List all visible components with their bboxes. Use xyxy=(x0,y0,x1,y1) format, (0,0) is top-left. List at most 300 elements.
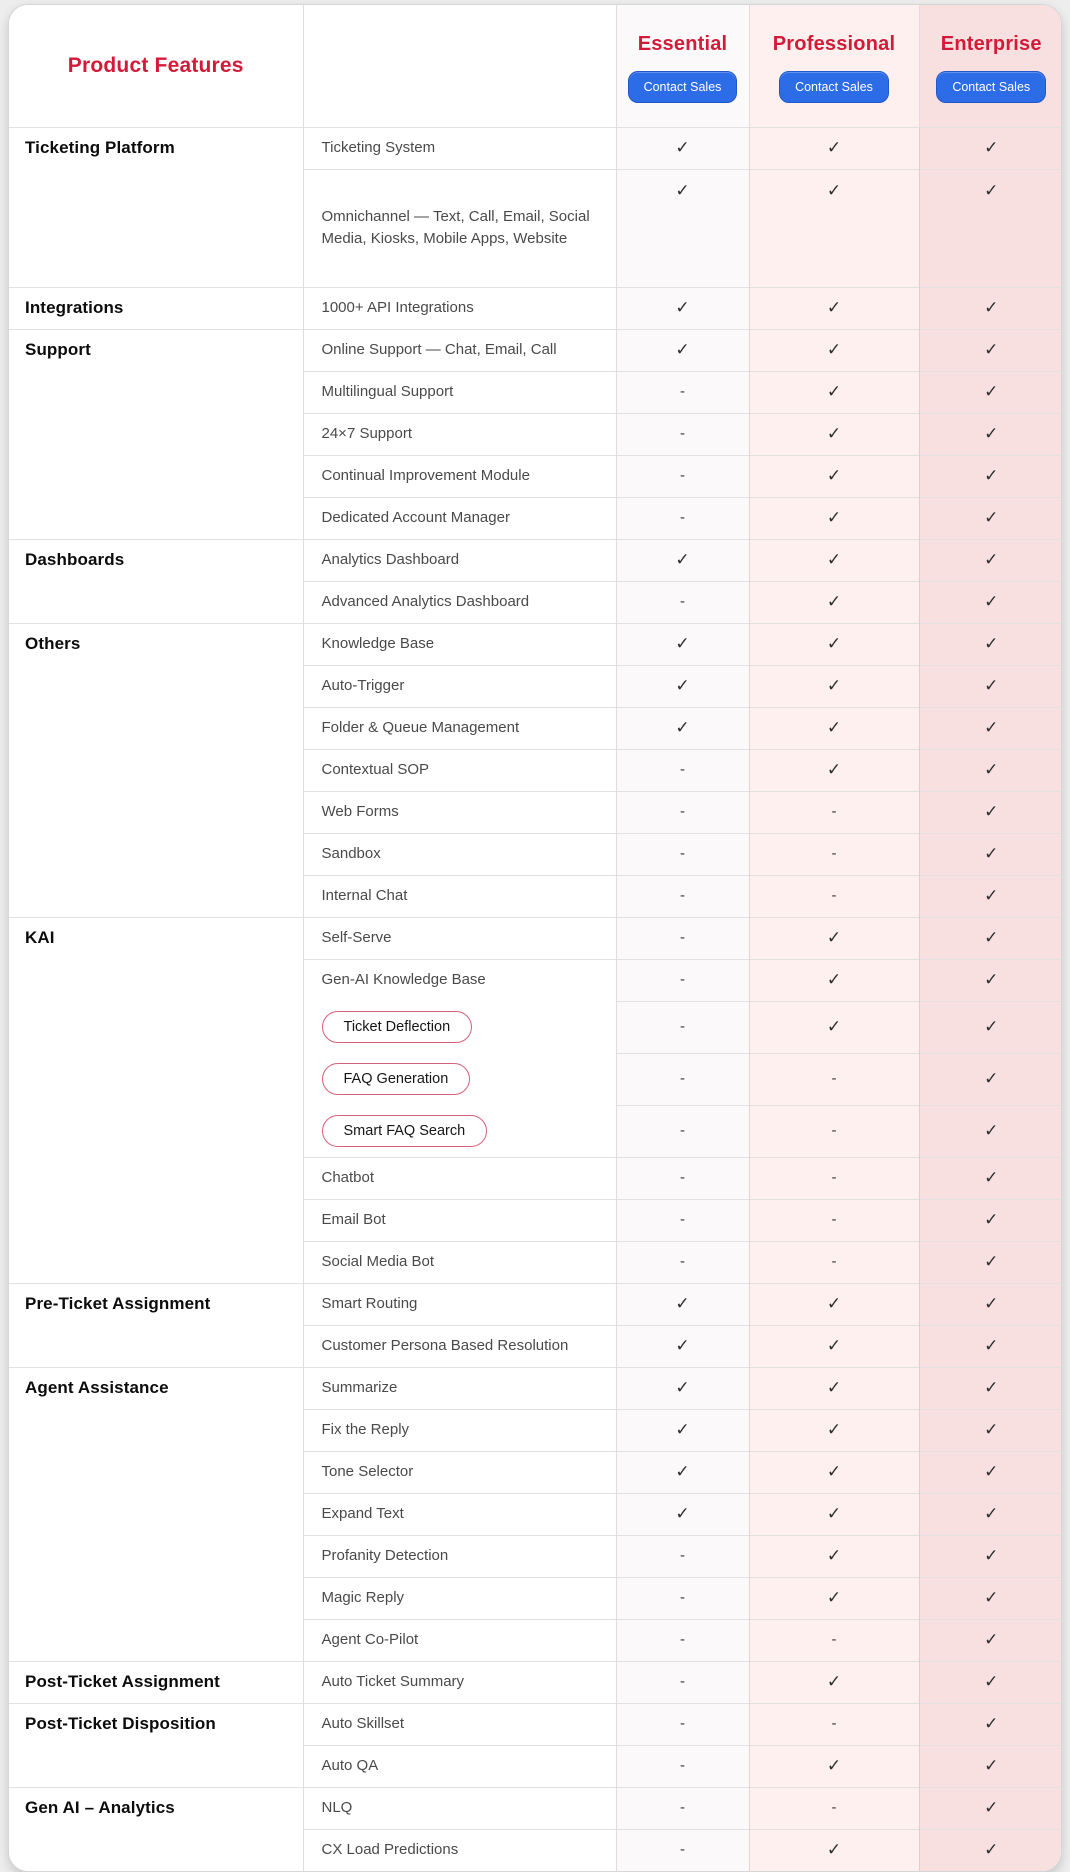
dash-icon: - xyxy=(680,1070,685,1087)
check-icon: ✓ xyxy=(984,633,999,653)
feature-label: 1000+ API Integrations xyxy=(321,299,474,317)
availability-cell xyxy=(919,371,1062,413)
availability-cell xyxy=(919,455,1062,497)
check-icon: ✓ xyxy=(826,381,842,401)
feature-label: Smart Routing xyxy=(321,1295,418,1313)
dash-icon: - xyxy=(680,971,685,988)
feature-label: Contextual SOP xyxy=(321,761,430,779)
feature-column-header-cell xyxy=(303,5,616,127)
dash-icon: - xyxy=(831,1169,837,1186)
table-row xyxy=(9,1283,1062,1325)
dash-icon: - xyxy=(831,1631,837,1648)
feature-label: Folder & Queue Management xyxy=(321,719,520,737)
section-label: Pre-Ticket Assignment xyxy=(25,1293,211,1313)
check-icon: ✓ xyxy=(826,1839,842,1859)
feature-cell xyxy=(303,169,616,287)
check-icon: ✓ xyxy=(984,801,999,821)
availability-cell xyxy=(749,917,919,959)
check-icon: ✓ xyxy=(826,1293,842,1313)
check-icon: ✓ xyxy=(984,1251,999,1271)
check-icon: ✓ xyxy=(826,339,842,359)
dash-icon: - xyxy=(680,1018,685,1035)
dash-icon: - xyxy=(831,845,837,862)
check-icon: ✓ xyxy=(984,1377,999,1397)
availability-cell xyxy=(919,1787,1062,1829)
feature-cell xyxy=(303,455,616,497)
availability-cell xyxy=(616,749,749,791)
availability-cell xyxy=(616,1829,749,1871)
dash-icon: - xyxy=(680,1715,685,1732)
availability-cell xyxy=(616,539,749,581)
check-icon: ✓ xyxy=(826,927,842,947)
feature-label: Online Support — Chat, Email, Call xyxy=(321,341,557,359)
availability-cell xyxy=(749,1451,919,1493)
feature-label: Multilingual Support xyxy=(321,383,454,401)
check-icon: ✓ xyxy=(826,591,842,611)
check-icon: ✓ xyxy=(984,1120,999,1140)
availability-cell xyxy=(616,1493,749,1535)
availability-cell xyxy=(749,1001,919,1053)
check-icon: ✓ xyxy=(675,675,690,695)
check-icon: ✓ xyxy=(984,1839,999,1859)
availability-cell xyxy=(919,1409,1062,1451)
availability-cell xyxy=(616,169,749,287)
dash-icon: - xyxy=(680,1547,685,1564)
availability-cell xyxy=(919,1157,1062,1199)
check-icon: ✓ xyxy=(675,549,690,569)
check-icon: ✓ xyxy=(984,1629,999,1649)
check-icon: ✓ xyxy=(984,675,999,695)
feature-cell xyxy=(303,581,616,623)
availability-cell xyxy=(919,1325,1062,1367)
feature-cell xyxy=(303,665,616,707)
check-icon: ✓ xyxy=(984,1797,999,1817)
availability-cell xyxy=(919,1367,1062,1409)
check-icon: ✓ xyxy=(984,1293,999,1313)
availability-cell xyxy=(919,875,1062,917)
check-icon: ✓ xyxy=(826,1377,842,1397)
availability-cell xyxy=(749,1157,919,1199)
dash-icon: - xyxy=(831,887,837,904)
feature-label: NLQ xyxy=(321,1799,353,1817)
availability-cell xyxy=(919,413,1062,455)
feature-cell xyxy=(303,497,616,539)
check-icon: ✓ xyxy=(826,549,842,569)
availability-cell xyxy=(749,497,919,539)
feature-pill: FAQ Generation xyxy=(322,1063,471,1095)
dash-icon: - xyxy=(680,845,685,862)
check-icon: ✓ xyxy=(984,1209,999,1229)
availability-cell xyxy=(749,169,919,287)
availability-cell xyxy=(919,1535,1062,1577)
feature-cell xyxy=(303,1535,616,1577)
section-category-cell xyxy=(9,1283,303,1367)
availability-cell xyxy=(616,1451,749,1493)
check-icon: ✓ xyxy=(984,1167,999,1187)
availability-cell xyxy=(616,1001,749,1053)
check-icon: ✓ xyxy=(984,1335,999,1355)
plan-name-professional: Professional xyxy=(772,32,896,55)
plan-header-enterprise xyxy=(919,5,1062,127)
availability-cell xyxy=(749,581,919,623)
section-category-cell xyxy=(9,287,303,329)
availability-cell xyxy=(616,1409,749,1451)
availability-cell xyxy=(616,287,749,329)
availability-cell xyxy=(919,127,1062,169)
availability-cell xyxy=(616,1105,749,1157)
availability-cell xyxy=(919,959,1062,1001)
availability-cell xyxy=(616,1703,749,1745)
section-category-cell xyxy=(9,127,303,287)
check-icon: ✓ xyxy=(675,633,690,653)
feature-label: Email Bot xyxy=(321,1211,386,1229)
check-icon: ✓ xyxy=(984,1545,999,1565)
availability-cell xyxy=(749,455,919,497)
feature-cell xyxy=(303,749,616,791)
table-row xyxy=(9,287,1062,329)
table-row xyxy=(9,1367,1062,1409)
contact-sales-button-enterprise[interactable]: Contact Sales xyxy=(936,71,1046,103)
section-label: Support xyxy=(25,339,91,359)
check-icon: ✓ xyxy=(826,1016,842,1036)
table-row xyxy=(9,127,1062,169)
check-icon: ✓ xyxy=(675,1503,690,1523)
check-icon: ✓ xyxy=(675,1461,690,1481)
availability-cell xyxy=(749,1829,919,1871)
feature-cell xyxy=(303,539,616,581)
feature-label: Knowledge Base xyxy=(321,635,435,653)
availability-cell xyxy=(749,1367,919,1409)
section-label: Post-Ticket Disposition xyxy=(25,1713,216,1733)
availability-cell xyxy=(616,1053,749,1105)
dash-icon: - xyxy=(680,1631,685,1648)
check-icon: ✓ xyxy=(984,1419,999,1439)
dash-icon: - xyxy=(680,929,685,946)
dash-icon: - xyxy=(680,887,685,904)
section-category-cell xyxy=(9,623,303,917)
availability-cell xyxy=(919,1619,1062,1661)
feature-cell xyxy=(303,1493,616,1535)
availability-cell xyxy=(616,833,749,875)
feature-label: Self-Serve xyxy=(321,929,392,947)
availability-cell xyxy=(616,1787,749,1829)
feature-label: Social Media Bot xyxy=(321,1253,435,1271)
feature-cell xyxy=(303,917,616,959)
check-icon: ✓ xyxy=(675,180,690,200)
availability-cell xyxy=(749,1619,919,1661)
check-icon: ✓ xyxy=(826,137,842,157)
check-icon: ✓ xyxy=(826,1545,842,1565)
availability-cell xyxy=(616,329,749,371)
availability-cell xyxy=(919,1001,1062,1053)
availability-cell xyxy=(749,127,919,169)
availability-cell xyxy=(616,707,749,749)
availability-cell xyxy=(616,1241,749,1283)
availability-cell xyxy=(919,623,1062,665)
check-icon: ✓ xyxy=(675,297,690,317)
availability-cell xyxy=(919,1451,1062,1493)
dash-icon: - xyxy=(831,1070,837,1087)
feature-cell xyxy=(303,287,616,329)
availability-cell xyxy=(749,539,919,581)
dash-icon: - xyxy=(831,1253,837,1270)
feature-cell xyxy=(303,623,616,665)
check-icon: ✓ xyxy=(675,1293,690,1313)
section-label: Ticketing Platform xyxy=(25,137,175,157)
feature-cell xyxy=(303,1409,616,1451)
dash-icon: - xyxy=(680,761,685,778)
availability-cell xyxy=(919,539,1062,581)
feature-label: Auto Skillset xyxy=(321,1715,405,1733)
availability-cell xyxy=(919,707,1062,749)
availability-cell xyxy=(749,1745,919,1787)
availability-cell xyxy=(749,623,919,665)
dash-icon: - xyxy=(680,1253,685,1270)
availability-cell xyxy=(919,287,1062,329)
feature-label: Expand Text xyxy=(321,1505,404,1523)
availability-cell xyxy=(919,1493,1062,1535)
check-icon: ✓ xyxy=(984,1503,999,1523)
availability-cell xyxy=(749,1493,919,1535)
check-icon: ✓ xyxy=(826,1503,842,1523)
section-label: Integrations xyxy=(25,297,124,317)
check-icon: ✓ xyxy=(984,1671,999,1691)
feature-pill: Smart FAQ Search xyxy=(322,1115,488,1147)
feature-cell xyxy=(303,1105,616,1157)
availability-cell xyxy=(749,1053,919,1105)
check-icon: ✓ xyxy=(984,927,999,947)
section-label: Agent Assistance xyxy=(25,1377,169,1397)
feature-cell xyxy=(303,1703,616,1745)
table-row xyxy=(9,539,1062,581)
plan-header-essential xyxy=(616,5,749,127)
section-category-cell xyxy=(9,1787,303,1871)
availability-cell xyxy=(749,1283,919,1325)
check-icon: ✓ xyxy=(826,180,842,200)
feature-cell xyxy=(303,1367,616,1409)
feature-cell xyxy=(303,127,616,169)
section-category-cell xyxy=(9,539,303,623)
check-icon: ✓ xyxy=(675,1377,690,1397)
dash-icon: - xyxy=(680,1589,685,1606)
availability-cell xyxy=(919,1053,1062,1105)
availability-cell xyxy=(616,1325,749,1367)
feature-label: Web Forms xyxy=(321,803,399,821)
availability-cell xyxy=(616,1661,749,1703)
feature-cell xyxy=(303,1325,616,1367)
section-label: KAI xyxy=(25,927,55,947)
availability-cell xyxy=(616,1199,749,1241)
table-row xyxy=(9,1661,1062,1703)
feature-cell xyxy=(303,329,616,371)
availability-cell xyxy=(749,875,919,917)
availability-cell xyxy=(749,413,919,455)
feature-label: Auto-Trigger xyxy=(321,677,405,695)
feature-label: Internal Chat xyxy=(321,887,408,905)
section-category-cell xyxy=(9,329,303,539)
availability-cell xyxy=(616,371,749,413)
table-row xyxy=(9,1703,1062,1745)
check-icon: ✓ xyxy=(984,1461,999,1481)
availability-cell xyxy=(749,791,919,833)
availability-cell xyxy=(616,455,749,497)
availability-cell xyxy=(616,1535,749,1577)
check-icon: ✓ xyxy=(984,423,999,443)
feature-cell xyxy=(303,1829,616,1871)
availability-cell xyxy=(919,833,1062,875)
availability-cell xyxy=(749,959,919,1001)
availability-cell xyxy=(616,1619,749,1661)
plan-name-enterprise: Enterprise xyxy=(940,32,1042,55)
availability-cell xyxy=(919,497,1062,539)
availability-cell xyxy=(749,371,919,413)
feature-label: Ticketing System xyxy=(321,139,436,157)
check-icon: ✓ xyxy=(826,1461,842,1481)
availability-cell xyxy=(616,127,749,169)
check-icon: ✓ xyxy=(984,1016,999,1036)
contact-sales-button-essential[interactable]: Contact Sales xyxy=(628,71,738,103)
availability-cell xyxy=(616,1157,749,1199)
dash-icon: - xyxy=(680,1757,685,1774)
feature-label: Profanity Detection xyxy=(321,1547,449,1565)
check-icon: ✓ xyxy=(826,717,842,737)
check-icon: ✓ xyxy=(984,1587,999,1607)
dash-icon: - xyxy=(680,1673,685,1690)
dash-icon: - xyxy=(831,1122,837,1139)
feature-label: CX Load Predictions xyxy=(321,1841,459,1859)
check-icon: ✓ xyxy=(826,1587,842,1607)
plan-name-essential: Essential xyxy=(637,32,728,55)
page-title: Product Features xyxy=(67,53,244,77)
availability-cell xyxy=(616,497,749,539)
header-row xyxy=(9,5,1062,127)
availability-cell xyxy=(616,1367,749,1409)
feature-cell xyxy=(303,1745,616,1787)
availability-cell xyxy=(616,665,749,707)
section-category-cell xyxy=(9,917,303,1283)
check-icon: ✓ xyxy=(826,1755,842,1775)
check-icon: ✓ xyxy=(984,465,999,485)
availability-cell xyxy=(749,707,919,749)
availability-cell xyxy=(919,1829,1062,1871)
check-icon: ✓ xyxy=(675,717,690,737)
availability-cell xyxy=(749,1105,919,1157)
feature-label: Sandbox xyxy=(321,845,381,863)
availability-cell xyxy=(616,959,749,1001)
availability-cell xyxy=(749,1787,919,1829)
availability-cell xyxy=(616,917,749,959)
feature-cell xyxy=(303,1577,616,1619)
feature-cell xyxy=(303,1241,616,1283)
check-icon: ✓ xyxy=(826,423,842,443)
dash-icon: - xyxy=(831,1211,837,1228)
availability-cell xyxy=(919,1199,1062,1241)
check-icon: ✓ xyxy=(984,381,999,401)
contact-sales-button-professional[interactable]: Contact Sales xyxy=(779,71,889,103)
availability-cell xyxy=(919,1577,1062,1619)
check-icon: ✓ xyxy=(984,180,999,200)
availability-cell xyxy=(919,1703,1062,1745)
check-icon: ✓ xyxy=(675,339,690,359)
availability-cell xyxy=(616,791,749,833)
dash-icon: - xyxy=(680,383,685,400)
availability-cell xyxy=(749,1409,919,1451)
check-icon: ✓ xyxy=(984,885,999,905)
availability-cell xyxy=(749,665,919,707)
check-icon: ✓ xyxy=(675,137,690,157)
section-category-cell xyxy=(9,1367,303,1661)
feature-label: Summarize xyxy=(321,1379,398,1397)
feature-cell xyxy=(303,875,616,917)
feature-cell xyxy=(303,371,616,413)
check-icon: ✓ xyxy=(984,969,999,989)
feature-label: Tone Selector xyxy=(321,1463,414,1481)
feature-label: Continual Improvement Module xyxy=(321,467,530,485)
availability-cell xyxy=(749,1577,919,1619)
feature-label: Customer Persona Based Resolution xyxy=(321,1337,569,1355)
feature-cell xyxy=(303,791,616,833)
feature-cell xyxy=(303,707,616,749)
table-row xyxy=(9,1787,1062,1829)
availability-cell xyxy=(616,581,749,623)
check-icon: ✓ xyxy=(984,297,999,317)
section-category-cell xyxy=(9,1703,303,1787)
dash-icon: - xyxy=(831,803,837,820)
feature-label: Agent Co-Pilot xyxy=(321,1631,419,1649)
check-icon: ✓ xyxy=(826,759,842,779)
page xyxy=(0,4,1070,1872)
feature-label: Auto QA xyxy=(321,1757,379,1775)
check-icon: ✓ xyxy=(675,1419,690,1439)
check-icon: ✓ xyxy=(826,969,842,989)
check-icon: ✓ xyxy=(984,759,999,779)
check-icon: ✓ xyxy=(984,591,999,611)
check-icon: ✓ xyxy=(984,1713,999,1733)
feature-cell xyxy=(303,1451,616,1493)
feature-cell xyxy=(303,833,616,875)
dash-icon: - xyxy=(680,509,685,526)
availability-cell xyxy=(919,665,1062,707)
section-label: Post-Ticket Assignment xyxy=(25,1671,220,1691)
feature-label: Advanced Analytics Dashboard xyxy=(321,593,530,611)
dash-icon: - xyxy=(680,1841,685,1859)
check-icon: ✓ xyxy=(984,507,999,527)
availability-cell xyxy=(749,749,919,791)
check-icon: ✓ xyxy=(826,1335,842,1355)
table-row xyxy=(9,623,1062,665)
availability-cell xyxy=(749,1199,919,1241)
availability-cell xyxy=(616,1745,749,1787)
check-icon: ✓ xyxy=(984,339,999,359)
feature-cell xyxy=(303,1157,616,1199)
check-icon: ✓ xyxy=(675,1335,690,1355)
availability-cell xyxy=(919,1241,1062,1283)
check-icon: ✓ xyxy=(984,843,999,863)
availability-cell xyxy=(919,1105,1062,1157)
dash-icon: - xyxy=(680,803,685,820)
section-label: Gen AI – Analytics xyxy=(25,1797,175,1817)
feature-label: Fix the Reply xyxy=(321,1421,410,1439)
availability-cell xyxy=(749,1535,919,1577)
availability-cell xyxy=(919,791,1062,833)
dash-icon: - xyxy=(680,1211,685,1228)
availability-cell xyxy=(919,749,1062,791)
availability-cell xyxy=(749,329,919,371)
availability-cell xyxy=(919,329,1062,371)
feature-label: Auto Ticket Summary xyxy=(321,1673,465,1691)
availability-cell xyxy=(919,1745,1062,1787)
feature-label: Dedicated Account Manager xyxy=(321,509,510,527)
